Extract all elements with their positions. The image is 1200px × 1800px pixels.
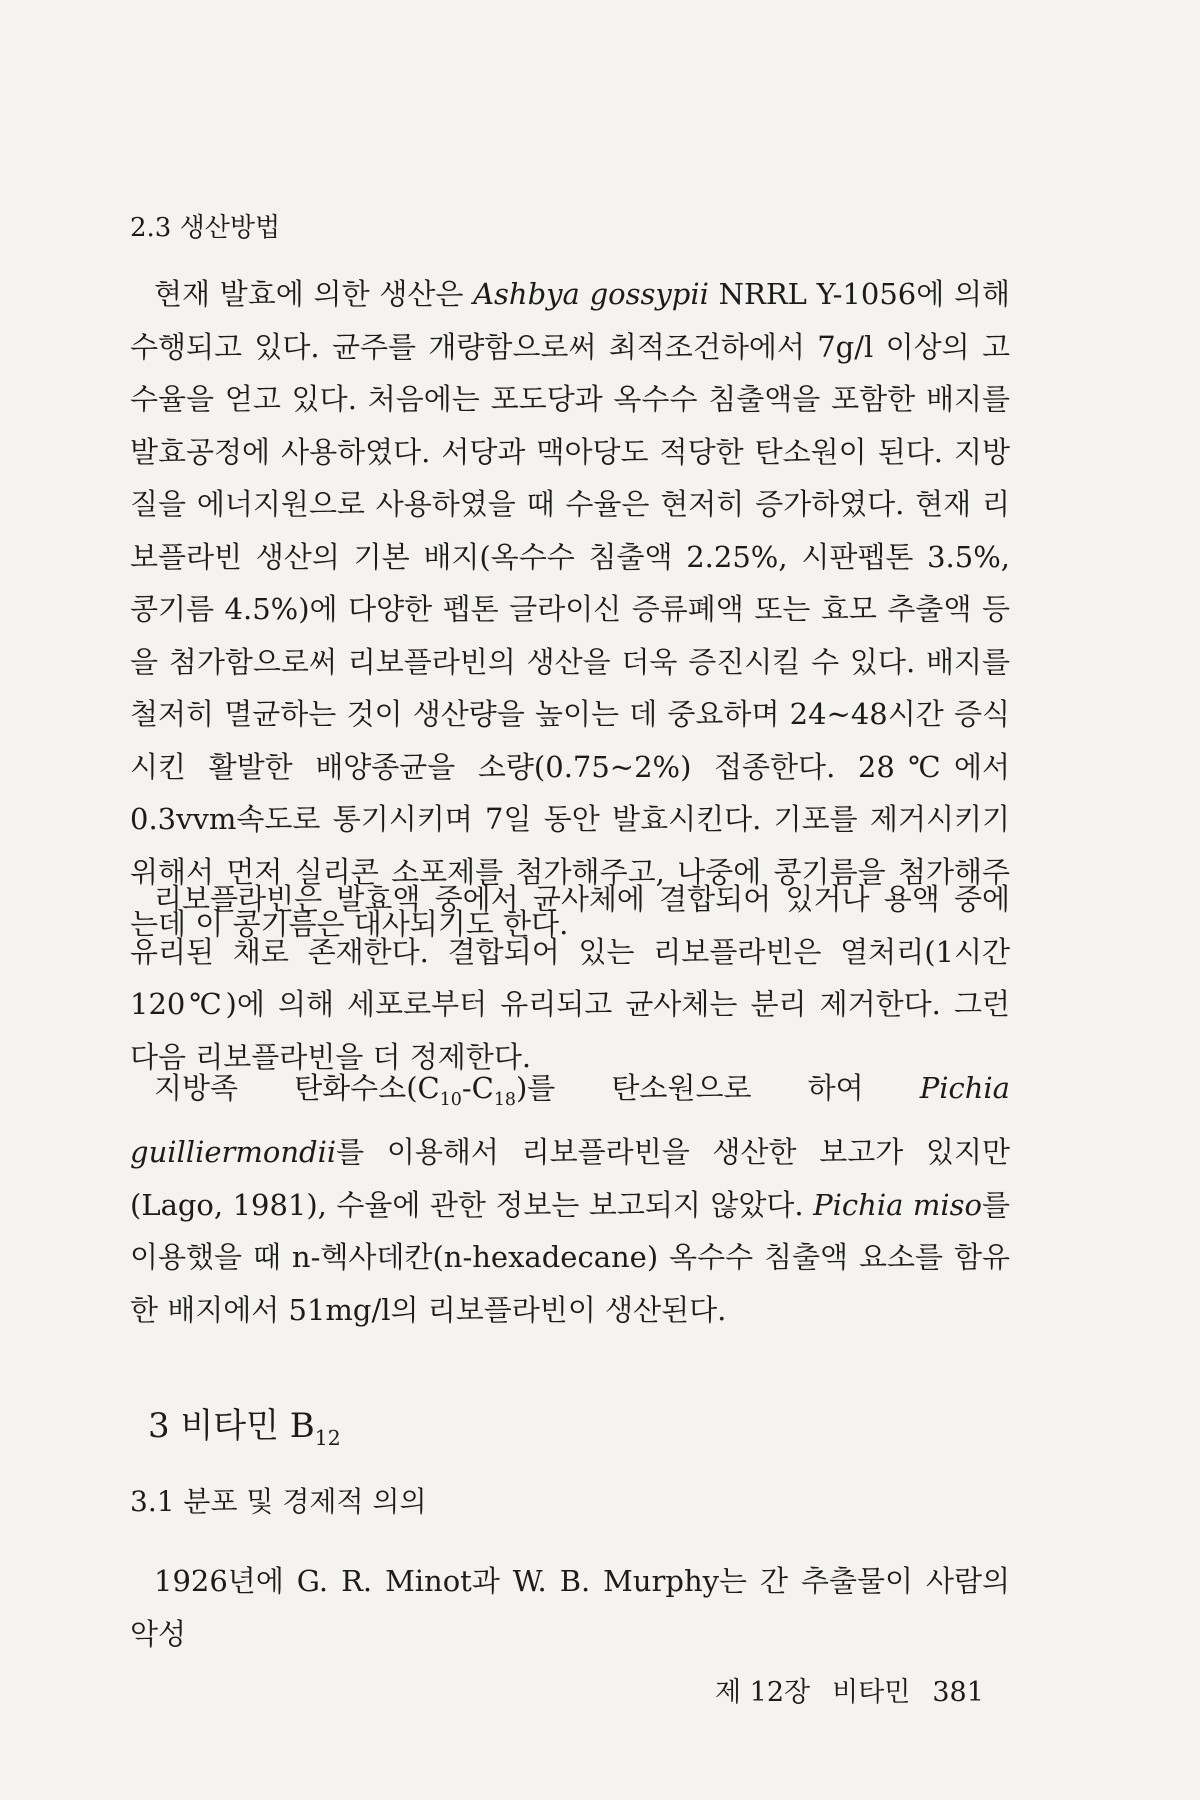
paragraph-riboflavin-recovery (130, 873, 1010, 1083)
page-footer (715, 1670, 984, 1709)
paragraph-text: 현재 발효에 의한 생산은 (154, 277, 474, 311)
footer-chapter: 제 12장 (715, 1677, 811, 1708)
paragraph-production-method (130, 268, 1010, 951)
footer-title: 비타민 (832, 1677, 911, 1708)
heading-text: 3 비타민 B (148, 1406, 315, 1446)
section-heading-2-3: 2.3 생산방법 (130, 213, 281, 243)
paragraph-text: 1926년에 G. R. Minot과 W. B. Murphy는 간 추출물이 사람의 악성 (130, 1564, 1010, 1651)
subsection-heading-3-1: 3.1 분포 및 경제적 의의 (130, 1485, 427, 1518)
subscript: 12 (314, 1425, 341, 1450)
paragraph-text: NRRL Y-1056에 의해 수행되고 있다. 균주를 개량함으로써 최적조건하에서 7g/l 이상의 고수율을 얻고 있다. 처음에는 포도당과 옥수수 침출액을 포함한 배지를 발효공정에 사용하였다. 서당과 맥아당도 적당한 탄소원이 된다. 지방질을 에너지원으로 사용하였을 때 수율은 현저히 증가하였다. 현재 리보플라빈 생산의 기본 배지(옥수수 침출액 2.25%, 시판펩톤 3.5%, 콩기름 4.5%)에 다양한 펩톤 글라이신 증류폐액 또는 효모 추출액 등을 첨가함으로써 리보플라빈의 생산을 더욱 증진시킬 수 있다. 배지를 철저히 멸균하는 것이 생산량을 높이는 데 중요하며 24~48시간 증식시킨 활발한 배양종균을 소량(0.75~2%) 접종한다. 28℃에서 0.3vvm속도로 통기시키며 7일 동안 발효시킨다. 기포를 제거시키기 위해서 먼저 실리콘 소포제를 첨가해주고, 나중에 콩기름을 첨가해주는데 이 콩기름은 대사되기도 한다. (130, 277, 1010, 941)
paragraph-text: )를 탄소원으로 하여 (515, 1071, 920, 1105)
paragraph-text: 리보플라빈은 발효액 중에서 균사체에 결합되어 있거나 용액 중에 유리된 채로 존재한다. 결합되어 있는 리보플라빈은 열처리(1시간 120℃)에 의해 세포로부터 유리되고 균사체는 분리 제거한다. 그런 다음 리보플라빈을 더 정제한다. (130, 882, 1010, 1074)
organism-name-italic: Ashbya gossypii (473, 277, 709, 311)
page-number: 381 (932, 1677, 984, 1708)
paragraph-text: 를 이용해서 리보플라빈을 생산한 보고가 있지만(Lago, 1981), 수율에 관한 정보는 보고되지 않았다. (130, 1135, 1010, 1222)
chapter-section-heading (148, 1398, 341, 1450)
subscript: 18 (493, 1089, 516, 1110)
organism-name-italic: Pichia guilliermondii (130, 1071, 1010, 1170)
paragraph-text: 지방족 탄화수소(C (154, 1071, 440, 1105)
paragraph-text: -C (461, 1071, 494, 1105)
subscript: 10 (439, 1089, 462, 1110)
paragraph-hydrocarbon-source (130, 1062, 1010, 1336)
organism-name-italic: Pichia miso (813, 1187, 982, 1222)
paragraph-text: 를 이용했을 때 n-헥사데칸(n-hexadecane) 옥수수 침출액 요소를 함유한 배지에서 51mg/l의 리보플라빈이 생산된다. (130, 1187, 1010, 1327)
paragraph-history (130, 1555, 1010, 1660)
